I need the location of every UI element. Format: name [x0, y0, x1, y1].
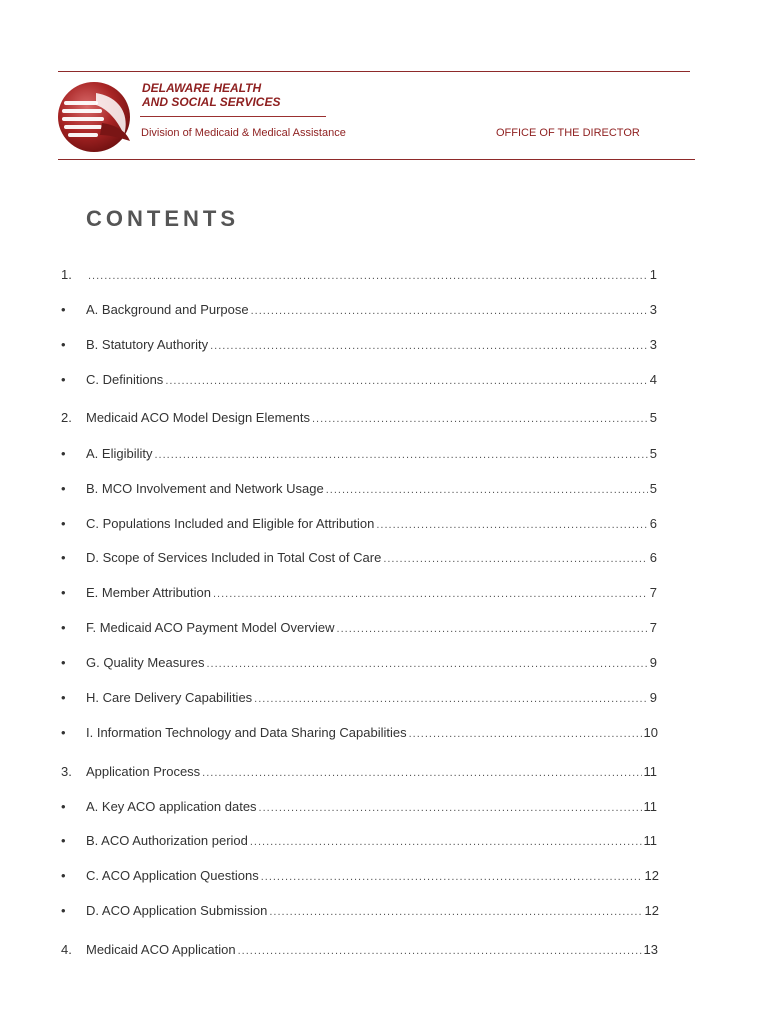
toc-entry[interactable] — [0, 655, 770, 675]
toc-dot-leader — [261, 871, 643, 883]
toc-entry-label: A. Key ACO application dates — [86, 799, 257, 814]
toc-entry-label: C. ACO Application Questions — [86, 868, 259, 883]
toc-dot-leader — [254, 693, 648, 705]
header-divider — [140, 116, 326, 117]
toc-page-number: 4 — [649, 372, 657, 387]
toc-bullet: • — [61, 655, 66, 670]
toc-page-number: 7 — [649, 620, 657, 635]
toc-page-number: 11 — [643, 764, 657, 779]
toc-section-number: 1. — [61, 267, 72, 282]
toc-bullet: • — [61, 620, 66, 635]
toc-bullet: • — [61, 516, 66, 531]
toc-entry[interactable] — [0, 764, 770, 784]
toc-entry-label: A. Eligibility — [86, 446, 153, 461]
toc-entry[interactable] — [0, 516, 770, 536]
toc-section-number: 4. — [61, 942, 72, 957]
toc-page-number: 6 — [649, 516, 657, 531]
toc-bullet: • — [61, 550, 66, 565]
toc-entry[interactable] — [0, 302, 770, 322]
toc-dot-leader — [207, 658, 648, 670]
toc-dot-leader — [88, 270, 648, 282]
toc-bullet: • — [61, 372, 66, 387]
toc-entry[interactable] — [0, 267, 770, 287]
toc-entry-label: Medicaid ACO Model Design Elements — [86, 410, 310, 425]
toc-dot-leader — [409, 728, 642, 740]
toc-dot-leader — [213, 588, 648, 600]
toc-page-number: 3 — [649, 337, 657, 352]
toc-entry[interactable] — [0, 942, 770, 962]
toc-page-number: 5 — [649, 410, 657, 425]
toc-entry[interactable] — [0, 799, 770, 819]
toc-entry[interactable] — [0, 410, 770, 430]
toc-entry[interactable] — [0, 550, 770, 570]
contents-title: CONTENTS — [86, 206, 239, 231]
toc-entry[interactable] — [0, 620, 770, 640]
toc-section-number: 2. — [61, 410, 72, 425]
toc-dot-leader — [250, 836, 642, 848]
toc-page-number: 1 — [649, 267, 657, 282]
toc-entry-label: C. Definitions — [86, 372, 164, 387]
toc-bullet: • — [61, 833, 66, 848]
toc-page-number: 7 — [649, 585, 657, 600]
toc-entry-label: I. Information Technology and Data Sharing Capabilities — [86, 725, 407, 740]
toc-bullet: • — [61, 585, 66, 600]
org-name-line1: DELAWARE HEALTH — [142, 81, 262, 95]
toc-bullet: • — [61, 903, 66, 918]
toc-entry[interactable] — [0, 725, 770, 745]
toc-page-number: 9 — [649, 655, 657, 670]
toc-entry-label: G. Quality Measures — [86, 655, 205, 670]
toc-entry[interactable] — [0, 868, 770, 888]
toc-entry-label: E. Member Attribution — [86, 585, 211, 600]
toc-entry-label: C. Populations Included and Eligible for Attribution — [86, 516, 375, 531]
toc-entry[interactable] — [0, 585, 770, 605]
toc-section-number: 3. — [61, 764, 72, 779]
toc-dot-leader — [251, 305, 648, 317]
toc-dot-leader — [337, 623, 648, 635]
header-bottom-rule — [58, 159, 695, 160]
toc-bullet: • — [61, 446, 66, 461]
toc-page-number: 12 — [644, 903, 659, 918]
toc-entry-label: B. ACO Authorization period — [86, 833, 248, 848]
division-name: Division of Medicaid & Medical Assistance — [141, 127, 346, 139]
toc-entry[interactable] — [0, 337, 770, 357]
header-top-rule — [58, 71, 690, 72]
toc-dot-leader — [326, 484, 648, 496]
toc-page-number: 11 — [643, 833, 657, 848]
toc-bullet: • — [61, 481, 66, 496]
toc-entry-label: F. Medicaid ACO Payment Model Overview — [86, 620, 335, 635]
toc-entry-label: Application Process — [86, 764, 201, 779]
toc-entry-label: B. MCO Involvement and Network Usage — [86, 481, 324, 496]
toc-page-number: 10 — [643, 725, 658, 740]
toc-bullet: • — [61, 868, 66, 883]
toc-entry-label: D. ACO Application Submission — [86, 903, 268, 918]
toc-entry-label: A. Background and Purpose — [86, 302, 249, 317]
toc-dot-leader — [383, 553, 647, 565]
toc-entry[interactable] — [0, 903, 770, 923]
office-name: OFFICE OF THE DIRECTOR — [496, 127, 640, 139]
toc-dot-leader — [376, 519, 647, 531]
toc-page-number: 9 — [649, 690, 657, 705]
toc-entry-label: D. Scope of Services Included in Total Cost of Care — [86, 550, 382, 565]
toc-page-number: 3 — [649, 302, 657, 317]
toc-page-number: 13 — [643, 942, 658, 957]
toc-page-number: 5 — [649, 481, 657, 496]
toc-entry[interactable] — [0, 446, 770, 466]
toc-dot-leader — [312, 413, 648, 425]
toc-entry[interactable] — [0, 372, 770, 392]
toc-page-number: 6 — [649, 550, 657, 565]
toc-entry-label: Medicaid ACO Application — [86, 942, 236, 957]
toc-bullet: • — [61, 690, 66, 705]
toc-bullet: • — [61, 799, 66, 814]
toc-page-number: 11 — [643, 799, 657, 814]
org-name-line2: AND SOCIAL SERVICES — [142, 95, 281, 109]
toc-bullet: • — [61, 337, 66, 352]
toc-dot-leader — [238, 945, 642, 957]
toc-entry[interactable] — [0, 481, 770, 501]
toc-entry[interactable] — [0, 833, 770, 853]
toc-dot-leader — [165, 375, 647, 387]
toc-dot-leader — [154, 449, 647, 461]
toc-dot-leader — [259, 802, 642, 814]
toc-bullet: • — [61, 302, 66, 317]
toc-page-number: 12 — [644, 868, 659, 883]
toc-dot-leader — [202, 767, 641, 779]
toc-entry[interactable] — [0, 690, 770, 710]
toc-bullet: • — [61, 725, 66, 740]
toc-dot-leader — [210, 340, 648, 352]
toc-entry-label: H. Care Delivery Capabilities — [86, 690, 253, 705]
toc-page-number: 5 — [649, 446, 657, 461]
toc-entry-label: B. Statutory Authority — [86, 337, 209, 352]
dhss-logo-icon — [56, 79, 136, 155]
toc-dot-leader — [269, 906, 642, 918]
